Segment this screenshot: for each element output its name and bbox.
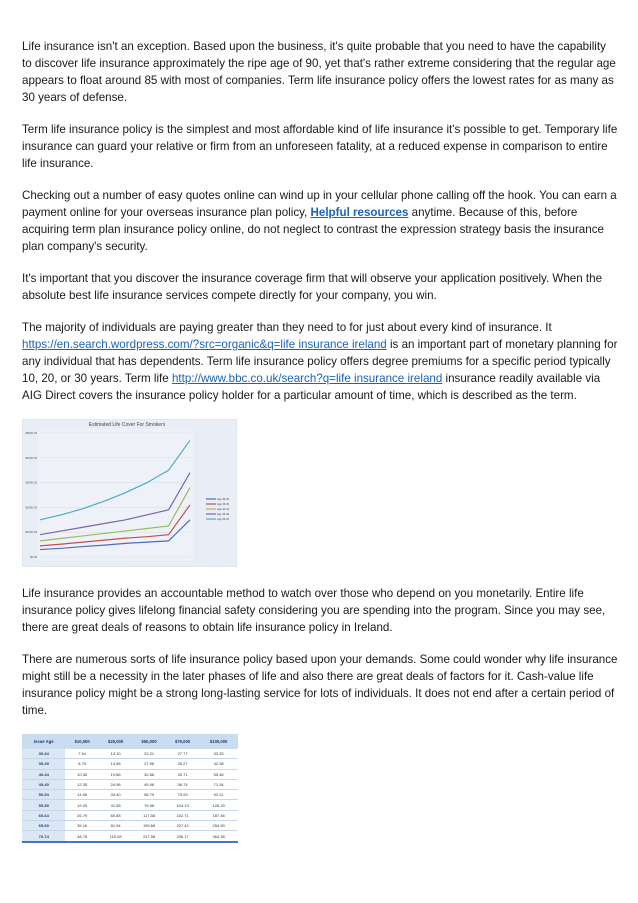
table-cell: 104.13 — [166, 800, 199, 810]
table-cell: 14.96 — [65, 790, 98, 800]
table-cell: 33.40 — [99, 790, 132, 800]
chart-y-tick-label: $2000.00 — [25, 505, 37, 510]
chart-legend-label: Age 50-54 — [217, 518, 229, 521]
table-cell: 40-44 — [22, 769, 65, 779]
table-cell: 8.79 — [65, 759, 98, 769]
helpful-resources-link[interactable]: Helpful resources — [310, 206, 409, 219]
table-cell: 35.27 — [166, 759, 199, 769]
table-cell: 55.46 — [199, 769, 238, 779]
table-cell: 126.29 — [199, 800, 238, 810]
paragraph-7: There are numerous sorts of life insurance policy based upon your demands. Some could wonder why life insurance might still be a necessity in the later phases of life and also there are great deals of factors for it. Cash-value life insurance policy might be a strong long-lasting service for lots of individuals. It does not end after a certain period of time. — [22, 653, 618, 717]
table-row — [22, 759, 238, 769]
table-header-cell: $25,000 — [99, 734, 132, 749]
table-cell: 117.58 — [132, 810, 165, 820]
table-cell: 13.96 — [99, 759, 132, 769]
table-header-row — [22, 734, 238, 749]
table-cell: 227.58 — [132, 831, 165, 842]
chart-y-tick-label: $4000.00 — [25, 455, 37, 460]
table-row — [22, 821, 238, 831]
chart-y-tick-label: $0.00 — [30, 555, 37, 559]
table-cell: 19.88 — [99, 769, 132, 779]
table-cell: 45.71 — [166, 769, 199, 779]
table-cell: 60-64 — [22, 810, 65, 820]
table-row — [22, 831, 238, 842]
table-cell: 55-59 — [22, 800, 65, 810]
chart-legend-label: Age 40-44 — [217, 508, 229, 511]
table-cell: 24.98 — [99, 779, 132, 789]
table-cell: 75.93 — [166, 790, 199, 800]
paragraph-5-text-b: is an important part of monetary planning for any individual that has dependents. Term life insurance policy offers degree premiums for a specific period typically 10, 20, or 30 years. Term life — [22, 338, 618, 385]
document-page — [22, 38, 618, 843]
table-header-cell: Issue Age — [22, 734, 65, 749]
table-row — [22, 810, 238, 820]
table-header-cell: $75,000 — [166, 734, 199, 749]
paragraph-5-text-a: The majority of individuals are paying greater than they need to for just about every kind of insurance. It — [22, 321, 552, 334]
life-cover-chart — [22, 419, 237, 567]
paragraph-4: It's important that you discover the insurance coverage firm that will observe your application positively. When the absolute best life insurance services compete directly for your company, you win. — [22, 272, 603, 302]
table-cell: 48.75 — [65, 831, 98, 842]
chart-y-tick-label: $1000.00 — [25, 530, 37, 535]
chart-legend-label: Age 30-34 — [217, 498, 229, 501]
table-cell: 12.35 — [65, 779, 98, 789]
table-cell: 187.46 — [199, 810, 238, 820]
bbc-search-link[interactable]: http://www.bbc.co.uk/search?q=life insurance ireland — [171, 372, 443, 385]
chart-legend-label: Age 45-49 — [217, 513, 229, 516]
chart-y-tick-label: $5000.00 — [25, 431, 37, 435]
table-cell: 159.68 — [132, 821, 165, 831]
paragraph-3-text-b: anytime. Because of this, before acquiring term plan insurance policy online, do not neglect to contrast the expression strategy basis the insurance plan company's security. — [22, 206, 604, 253]
table-cell: 152.71 — [166, 810, 199, 820]
chart-title: Estimated Life Cover For Smokers — [88, 422, 166, 428]
table-header-cell: $10,000 — [65, 734, 98, 749]
table-cell: 207.42 — [166, 821, 199, 831]
table-header-cell: $100,000 — [199, 734, 238, 749]
chart-y-tick-label: $3000.00 — [25, 480, 37, 485]
table-row — [22, 800, 238, 810]
table-cell: 35.16 — [65, 821, 98, 831]
table-row — [22, 749, 238, 759]
table-cell: 13.10 — [99, 749, 132, 759]
paragraph-1: Life insurance isn't an exception. Based upon the business, it's quite probable that you need to have the capability to discover life insurance approximately the ripe age of 90, yet that's rather extreme considering that the regular age appears to float around 85 with most of companies. Term life insurance policy offers the lowest rates for as many as 30 years of defense. — [22, 40, 616, 104]
table-cell: 71.34 — [199, 779, 238, 789]
table-cell: 45.96 — [132, 779, 165, 789]
table-cell: 296.17 — [166, 831, 199, 842]
chart-svg — [22, 419, 237, 567]
table-cell: 32.86 — [132, 769, 165, 779]
paragraph-6: Life insurance provides an accountable method to watch over those who depend on you monetarily. Entire life insurance policy gives lifelong financial safety considering you are spending into the program. Since you may see, there are great deals of reasons to obtain life insurance policy in Ireland. — [22, 587, 606, 634]
table-cell: 22.21 — [132, 749, 165, 759]
table-cell: 65-69 — [22, 821, 65, 831]
table-row — [22, 779, 238, 789]
table-cell: 33.33 — [199, 749, 238, 759]
paragraph-3 — [22, 187, 618, 255]
table-cell: 70-74 — [22, 831, 65, 842]
table-cell: 60.88 — [99, 810, 132, 820]
table-row — [22, 769, 238, 779]
paragraph-3-text-a: Checking out a number of easy quotes online can wind up in your cellular phone calling off the hook. You can earn a payment online for your overseas insurance plan policy, — [22, 189, 617, 219]
table-cell: 50-54 — [22, 790, 65, 800]
table-cell: 7.04 — [65, 749, 98, 759]
premium-rate-table — [22, 734, 238, 843]
table-cell: 81.94 — [99, 821, 132, 831]
wordpress-search-link[interactable]: https://en.search.wordpress.com/?src=organic&q=life insurance ireland — [22, 338, 387, 351]
table-cell: 58.79 — [132, 790, 165, 800]
paragraph-5-text-c: insurance readily available via AIG Direct covers the insurance policy holder for a particular amount of time, which is described as the term. — [22, 372, 601, 402]
table-header-cell: $50,000 — [132, 734, 165, 749]
chart-legend-label: Age 35-39 — [217, 503, 229, 506]
table-cell: 364.38 — [199, 831, 238, 842]
table-cell: 41.98 — [99, 800, 132, 810]
table-cell: 27.77 — [166, 749, 199, 759]
table-cell: 92.21 — [199, 790, 238, 800]
table-cell: 58.74 — [166, 779, 199, 789]
table-cell: 45-49 — [22, 779, 65, 789]
table-row — [22, 790, 238, 800]
table-cell: 115.08 — [99, 831, 132, 842]
table-cell: 254.90 — [199, 821, 238, 831]
table-cell: 30-34 — [22, 749, 65, 759]
table-cell: 42.38 — [199, 759, 238, 769]
table-cell: 27.96 — [132, 759, 165, 769]
table-cell: 79.96 — [132, 800, 165, 810]
table-cell: 35-39 — [22, 759, 65, 769]
table-cell: 10.35 — [65, 769, 98, 779]
paragraph-2: Term life insurance policy is the simplest and most affordable kind of life insurance it's possible to get. Temporary life insurance can guard your relative or firm from an unforeseen fatality, at a reduced expense in comparison to entire life insurance. — [22, 123, 618, 170]
table-body — [22, 749, 238, 842]
table-cell: 19.29 — [65, 800, 98, 810]
table-cell: 26.79 — [65, 810, 98, 820]
paragraph-5 — [22, 319, 618, 404]
